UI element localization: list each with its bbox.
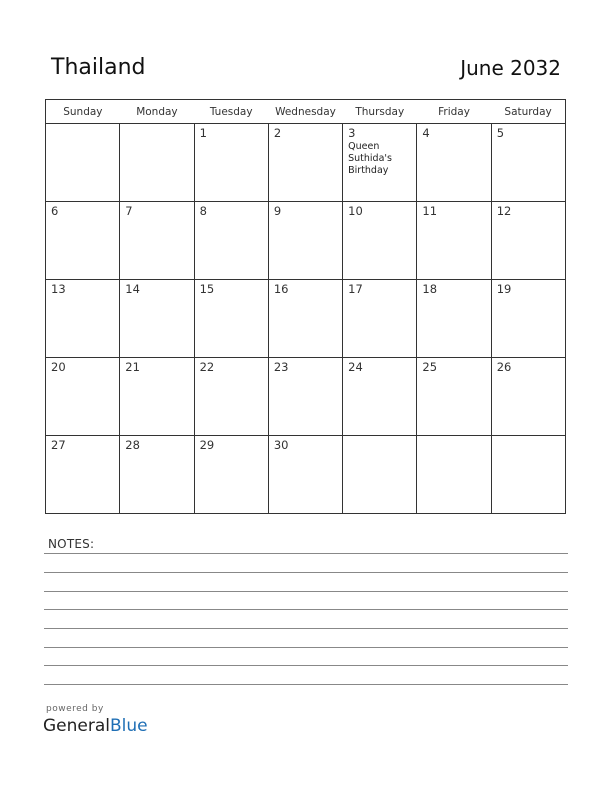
day-number: 10 xyxy=(348,204,363,218)
calendar-day-cell xyxy=(268,358,342,436)
notes-line xyxy=(44,553,568,554)
calendar-day-cell xyxy=(46,280,120,358)
calendar-day-cell xyxy=(46,124,120,202)
brand-general: General xyxy=(43,716,110,736)
day-number: 13 xyxy=(51,282,66,296)
calendar-day-cell xyxy=(491,280,565,358)
day-number: 8 xyxy=(199,204,207,218)
day-number: 29 xyxy=(199,438,215,452)
day-number: 5 xyxy=(496,126,505,140)
weekday-header: Thursday xyxy=(343,100,417,124)
notes-line xyxy=(44,647,568,648)
calendar-day-cell xyxy=(120,280,194,358)
day-number: 24 xyxy=(348,360,363,374)
calendar-grid xyxy=(45,99,566,514)
notes-line xyxy=(44,609,568,610)
calendar-day-cell xyxy=(268,202,342,280)
day-number: 6 xyxy=(51,204,59,218)
calendar-day-cell xyxy=(194,436,268,514)
brand-logo xyxy=(43,716,148,736)
notes-label: NOTES: xyxy=(48,537,95,551)
calendar-day-cell xyxy=(46,436,120,514)
day-number: 18 xyxy=(422,282,438,296)
calendar-day-cell xyxy=(343,202,417,280)
notes-line xyxy=(44,665,568,666)
calendar-week-row xyxy=(46,358,566,436)
day-number: 1 xyxy=(199,126,207,140)
day-number: 21 xyxy=(125,360,140,374)
day-number: 26 xyxy=(496,360,512,374)
calendar-day-cell xyxy=(417,280,491,358)
calendar-day-cell xyxy=(194,280,268,358)
calendar-day-cell xyxy=(120,436,194,514)
calendar-day-cell xyxy=(417,124,491,202)
calendar-day-cell xyxy=(491,202,565,280)
day-number: 11 xyxy=(422,204,438,218)
powered-by-text: powered by xyxy=(46,704,104,714)
day-number: 27 xyxy=(51,438,66,452)
day-number: 30 xyxy=(273,438,289,452)
day-number: 17 xyxy=(348,282,363,296)
calendar-day-cell xyxy=(268,124,342,202)
weekday-header: Monday xyxy=(120,100,194,124)
calendar-day-cell xyxy=(417,202,491,280)
calendar-day-cell xyxy=(343,124,417,202)
notes-line xyxy=(44,572,568,573)
calendar-day-cell xyxy=(120,124,194,202)
day-number: 12 xyxy=(496,204,512,218)
calendar-day-cell xyxy=(343,358,417,436)
calendar-week-row xyxy=(46,124,566,202)
day-number: 16 xyxy=(273,282,289,296)
day-number xyxy=(417,436,490,438)
weekday-header: Sunday xyxy=(46,100,120,124)
weekday-header: Tuesday xyxy=(194,100,268,124)
holiday-label: Queen Suthida's Birthday xyxy=(348,141,392,176)
notes-line xyxy=(44,628,568,629)
calendar-day-cell xyxy=(417,436,491,514)
day-number xyxy=(343,436,416,438)
calendar-week-row xyxy=(46,436,566,514)
calendar-day-cell xyxy=(343,280,417,358)
calendar-day-cell xyxy=(120,202,194,280)
day-number: 23 xyxy=(273,360,289,374)
calendar-month-year: June 2032 xyxy=(460,56,561,80)
day-number: 14 xyxy=(125,282,140,296)
day-number: 20 xyxy=(51,360,66,374)
day-number: 28 xyxy=(125,438,140,452)
weekday-header: Wednesday xyxy=(268,100,342,124)
day-number xyxy=(120,124,193,126)
calendar-week-row xyxy=(46,280,566,358)
calendar-country: Thailand xyxy=(51,55,146,80)
day-number xyxy=(46,124,119,126)
calendar-day-cell xyxy=(46,358,120,436)
day-number: 25 xyxy=(422,360,438,374)
calendar-day-cell xyxy=(194,358,268,436)
weekday-header: Friday xyxy=(417,100,491,124)
day-number: 2 xyxy=(273,126,282,140)
calendar-day-cell xyxy=(46,202,120,280)
day-number: 7 xyxy=(125,204,133,218)
calendar-day-cell xyxy=(268,280,342,358)
calendar-day-cell xyxy=(343,436,417,514)
calendar-day-cell xyxy=(120,358,194,436)
day-number: 4 xyxy=(422,126,430,140)
calendar-day-cell xyxy=(194,124,268,202)
calendar-day-cell xyxy=(491,358,565,436)
day-number: 3 xyxy=(348,126,356,140)
weekday-header-row xyxy=(46,100,566,124)
calendar-day-cell xyxy=(491,124,565,202)
calendar-day-cell xyxy=(194,202,268,280)
day-number: 22 xyxy=(199,360,215,374)
weekday-header: Saturday xyxy=(491,100,565,124)
calendar-week-row xyxy=(46,202,566,280)
calendar-day-cell xyxy=(268,436,342,514)
day-number: 15 xyxy=(199,282,215,296)
notes-line xyxy=(44,591,568,592)
day-number: 9 xyxy=(273,204,282,218)
brand-blue: Blue xyxy=(110,716,148,736)
calendar-day-cell xyxy=(491,436,565,514)
day-number xyxy=(492,436,565,438)
notes-line xyxy=(44,684,568,685)
calendar-day-cell xyxy=(417,358,491,436)
day-number: 19 xyxy=(496,282,512,296)
